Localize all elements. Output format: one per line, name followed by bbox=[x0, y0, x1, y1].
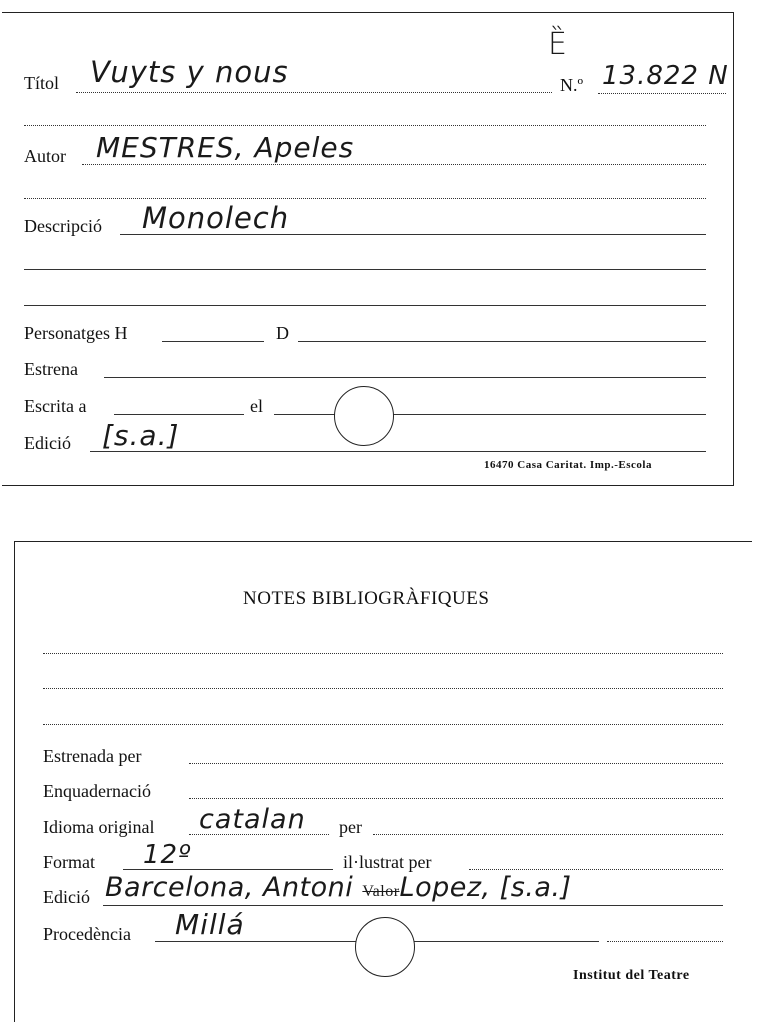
edicio-rest: Lopez, [s.a.] bbox=[399, 872, 572, 903]
blank-line-4 bbox=[24, 305, 706, 306]
label-escrita: Escrita a bbox=[24, 396, 87, 416]
value-procedencia: Millá bbox=[175, 908, 245, 941]
label-edicio-bottom: Edició bbox=[43, 887, 90, 907]
label-idioma-per: per bbox=[339, 817, 362, 837]
label-numero: N.º bbox=[560, 75, 584, 95]
personatges-d-line bbox=[298, 341, 706, 342]
blank-line-3 bbox=[24, 269, 706, 270]
edicio-line bbox=[90, 451, 706, 452]
autor-line bbox=[82, 164, 706, 165]
estrenada-line bbox=[189, 763, 723, 764]
enquadernacio-line bbox=[189, 798, 723, 799]
value-descripcio: Monolech bbox=[142, 201, 290, 235]
notes-line-2 bbox=[43, 688, 723, 689]
label-format: Format bbox=[43, 852, 95, 872]
catalog-card-front bbox=[2, 12, 734, 486]
edicio-struck-name: Valor bbox=[362, 883, 400, 900]
value-edicio: [s.a.] bbox=[102, 419, 180, 452]
notes-line-3 bbox=[43, 724, 723, 725]
label-estrena: Estrena bbox=[24, 359, 78, 379]
blank-line-1 bbox=[24, 125, 706, 126]
label-descripcio: Descripció bbox=[24, 216, 102, 236]
titol-line bbox=[76, 92, 552, 93]
procedencia-line-end bbox=[607, 941, 723, 942]
value-autor: MESTRES, Apeles bbox=[96, 131, 355, 164]
label-idioma: Idioma original bbox=[43, 817, 155, 837]
estrena-line bbox=[104, 377, 706, 378]
personatges-h-line bbox=[162, 341, 264, 342]
escrita-line bbox=[114, 414, 244, 415]
notes-line-1 bbox=[43, 653, 723, 654]
label-procedencia: Procedència bbox=[43, 924, 131, 944]
printer-imprint: 16470 Casa Caritat. Imp.-Escola bbox=[484, 459, 652, 471]
edicio-bottom-line bbox=[103, 905, 723, 906]
punch-hole-bottom bbox=[355, 917, 415, 977]
label-enquadernacio: Enquadernació bbox=[43, 781, 151, 801]
institution-imprint: Institut del Teatre bbox=[573, 968, 690, 983]
label-illustrat: il·lustrat per bbox=[343, 852, 432, 872]
illustrat-line bbox=[469, 869, 723, 870]
value-numero: 13.822 N bbox=[602, 61, 729, 91]
catalog-card-back bbox=[14, 541, 752, 1022]
value-titol: Vuyts y nous bbox=[90, 55, 289, 89]
value-idioma: catalan bbox=[199, 804, 306, 835]
value-edicio-bottom bbox=[105, 872, 572, 903]
value-format: 12º bbox=[143, 840, 192, 870]
punch-hole bbox=[334, 386, 394, 446]
idioma-per-line bbox=[373, 834, 723, 835]
label-personatges: Personatges H bbox=[24, 323, 128, 343]
edicio-place: Barcelona, Antoni bbox=[105, 872, 354, 903]
label-el: el bbox=[250, 396, 263, 416]
label-edicio: Edició bbox=[24, 433, 71, 453]
numero-line bbox=[598, 93, 726, 94]
notes-heading: NOTES BIBLIOGRÀFIQUES bbox=[243, 588, 490, 609]
label-titol: Títol bbox=[24, 73, 59, 93]
blank-line-2 bbox=[24, 198, 706, 199]
label-autor: Autor bbox=[24, 146, 66, 166]
mark-symbol: Ȅ bbox=[548, 27, 568, 62]
label-personatges-d: D bbox=[276, 323, 289, 343]
label-estrenada: Estrenada per bbox=[43, 746, 142, 766]
